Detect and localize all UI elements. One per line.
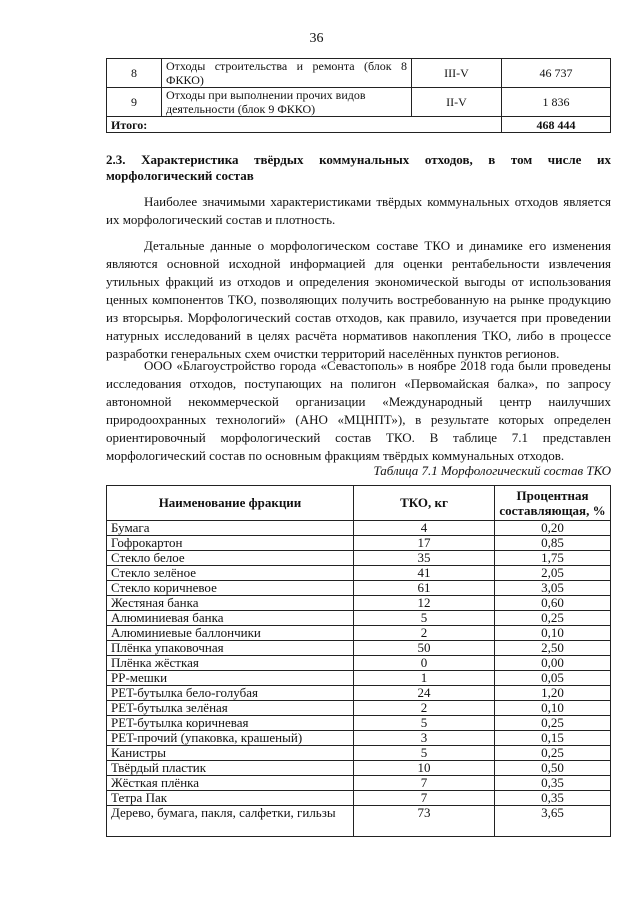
name-line2: деятельности (блок 9 ФККО) xyxy=(166,102,316,116)
text-line: ценных компонентов ТКО, позволяющих получить востребованную на рынке продукцию xyxy=(106,292,611,307)
tko-kg: 24 xyxy=(354,686,495,701)
percent: 0,60 xyxy=(495,596,611,611)
table-row xyxy=(107,611,611,626)
name-line2: ФККО) xyxy=(166,73,204,87)
waste-type-name xyxy=(162,59,412,88)
fraction-name: PET-прочий (упаковка, крашеный) xyxy=(107,731,354,746)
percent: 0,50 xyxy=(495,761,611,776)
heading-word: их xyxy=(597,152,611,167)
heading-word: 2.3. xyxy=(106,152,126,167)
tko-kg: 4 xyxy=(354,521,495,536)
tko-kg: 50 xyxy=(354,641,495,656)
total-row xyxy=(107,117,611,133)
word: 8 xyxy=(401,59,407,73)
heading-word: отходов, xyxy=(424,152,473,167)
fraction-name: Дерево, бумага, пакля, салфетки, гильзы xyxy=(107,806,354,837)
text-line: из вторсырья. Морфологический состав отходов, как правило, изучается при проведении xyxy=(106,310,611,325)
percent: 2,50 xyxy=(495,641,611,656)
percent: 0,00 xyxy=(495,656,611,671)
table-caption: Таблица 7.1 Морфологический состав ТКО xyxy=(373,463,611,478)
table-row xyxy=(107,596,611,611)
tko-kg: 5 xyxy=(354,746,495,761)
text-line: исследования отходов, поступающих на полигон «Первомайская балка», по запросу xyxy=(106,376,611,391)
total-value: 468 444 xyxy=(502,117,611,133)
hazard-class: III-V xyxy=(412,59,502,88)
percent: 0,25 xyxy=(495,716,611,731)
percent: 0,35 xyxy=(495,776,611,791)
heading-word: твёрдых xyxy=(254,152,304,167)
fraction-name: Стекло белое xyxy=(107,551,354,566)
percent: 0,25 xyxy=(495,746,611,761)
table-row xyxy=(107,731,611,746)
fraction-name: Стекло зелёное xyxy=(107,566,354,581)
table-row xyxy=(107,521,611,536)
fraction-name: Стекло коричневое xyxy=(107,581,354,596)
table-row xyxy=(107,716,611,731)
heading-word: том xyxy=(510,152,533,167)
fraction-name: Гофрокартон xyxy=(107,536,354,551)
paragraph-characteristics xyxy=(106,193,611,229)
text-line: ООО «Благоустройство города «Севастополь» в ноябре 2018 года были проведены xyxy=(144,358,611,373)
table-row xyxy=(107,551,611,566)
tko-kg: 12 xyxy=(354,596,495,611)
word: ремонта xyxy=(312,59,355,73)
header-percent-line1: Процентная xyxy=(516,488,589,503)
percent: 3,05 xyxy=(495,581,611,596)
fraction-name: Алюминиевая банка xyxy=(107,611,354,626)
table-row xyxy=(107,641,611,656)
fraction-name: Плёнка жёсткая xyxy=(107,656,354,671)
fraction-name: Жёсткая плёнка xyxy=(107,776,354,791)
waste-type-name xyxy=(162,88,412,117)
table-row xyxy=(107,581,611,596)
heading-word: числе xyxy=(547,152,582,167)
fraction-name: Жестяная банка xyxy=(107,596,354,611)
word: (блок xyxy=(363,59,392,73)
table-row xyxy=(107,776,611,791)
percent: 1,20 xyxy=(495,686,611,701)
fraction-name: Тетра Пак xyxy=(107,791,354,806)
table-row xyxy=(107,59,611,88)
fraction-name: Твёрдый пластик xyxy=(107,761,354,776)
percent: 0,25 xyxy=(495,611,611,626)
text-line: автономной некоммерческой организации «Международный центр наилучших xyxy=(106,394,611,409)
heading-line2: морфологический состав xyxy=(106,168,254,183)
word: и xyxy=(296,59,304,73)
tko-kg: 5 xyxy=(354,716,495,731)
row-number: 8 xyxy=(107,59,162,88)
fraction-name: РР-мешки xyxy=(107,671,354,686)
percent: 0,15 xyxy=(495,731,611,746)
waste-amount: 1 836 xyxy=(502,88,611,117)
text-line: утильных фракций из отходов и определения экономической выгоды от использования xyxy=(106,274,611,289)
morphology-table-body xyxy=(107,521,611,837)
percent: 0,85 xyxy=(495,536,611,551)
tko-kg: 2 xyxy=(354,701,495,716)
paragraph-sevastopol-study xyxy=(106,357,611,465)
tko-kg: 0 xyxy=(354,656,495,671)
table-row xyxy=(107,626,611,641)
table-row xyxy=(107,686,611,701)
percent: 0,10 xyxy=(495,701,611,716)
hazard-class: II-V xyxy=(412,88,502,117)
text-line: их морфологический состав и плотность. xyxy=(106,212,336,227)
page-number: 36 xyxy=(309,31,324,46)
fraction-name: Канистры xyxy=(107,746,354,761)
header-fraction-name: Наименование фракции xyxy=(107,486,354,521)
header-tko-kg: ТКО, кг xyxy=(354,486,495,521)
table-row xyxy=(107,656,611,671)
tko-kg: 7 xyxy=(354,791,495,806)
percent: 3,65 xyxy=(495,806,611,837)
morphology-table xyxy=(106,485,611,837)
percent: 0,05 xyxy=(495,671,611,686)
percent: 0,35 xyxy=(495,791,611,806)
tko-kg: 17 xyxy=(354,536,495,551)
heading-word: коммунальных xyxy=(319,152,410,167)
fraction-name: PET-бутылка зелёная xyxy=(107,701,354,716)
waste-amount: 46 737 xyxy=(502,59,611,88)
text-line: Наиболее значимыми характеристиками твёрдых коммунальных отходов является xyxy=(144,194,611,209)
text-line: ориентировочный морфологический состав ТКО. В таблице 7.1 представлен xyxy=(106,430,611,445)
table-row xyxy=(107,746,611,761)
text-line: природоохранных технологий» (АНО «МЦНПТ»), в результате которых определен xyxy=(106,412,611,427)
text-line: разработки генеральных схем очистки территорий населённых пунктов регионов. xyxy=(106,346,560,361)
tko-kg: 7 xyxy=(354,776,495,791)
table-row xyxy=(107,671,611,686)
table-row xyxy=(107,536,611,551)
heading-word: Характеристика xyxy=(141,152,239,167)
table-header-row xyxy=(107,486,611,521)
waste-summary-table xyxy=(106,58,611,133)
tko-kg: 3 xyxy=(354,731,495,746)
text-line: морфологический состав по основным фракциям твёрдых коммунальных отходов. xyxy=(106,448,565,463)
tko-kg: 61 xyxy=(354,581,495,596)
fraction-name: Бумага xyxy=(107,521,354,536)
row-number: 9 xyxy=(107,88,162,117)
tko-kg: 73 xyxy=(354,806,495,837)
tko-kg: 2 xyxy=(354,626,495,641)
tko-kg: 35 xyxy=(354,551,495,566)
section-heading xyxy=(106,152,611,184)
name-line1: Отходы при выполнении прочих видов xyxy=(166,88,366,102)
percent: 1,75 xyxy=(495,551,611,566)
table-row xyxy=(107,761,611,776)
fraction-name: PET-бутылка бело-голубая xyxy=(107,686,354,701)
fraction-name: Алюминиевые баллончики xyxy=(107,626,354,641)
tko-kg: 5 xyxy=(354,611,495,626)
percent: 0,20 xyxy=(495,521,611,536)
table-row xyxy=(107,791,611,806)
table-row xyxy=(107,88,611,117)
text-line: являются основной исходной информацией для оценки рентабельности извлечения xyxy=(106,256,611,271)
text-line: Детальные данные о морфологическом составе ТКО и динамике его изменения xyxy=(144,238,611,253)
fraction-name: Плёнка упаковочная xyxy=(107,641,354,656)
table-row xyxy=(107,701,611,716)
percent: 0,10 xyxy=(495,626,611,641)
tko-kg: 1 xyxy=(354,671,495,686)
fraction-name: PET-бутылка коричневая xyxy=(107,716,354,731)
tko-kg: 10 xyxy=(354,761,495,776)
word: строительства xyxy=(214,59,288,73)
table-row xyxy=(107,806,611,837)
word: Отходы xyxy=(166,59,206,73)
table-row xyxy=(107,566,611,581)
text-line: натурных исследований в целях расчёта нормативов накопления ТКО, либо в процессе xyxy=(106,328,611,343)
tko-kg: 41 xyxy=(354,566,495,581)
total-label: Итого: xyxy=(107,117,502,133)
header-percent xyxy=(495,486,611,521)
header-percent-line2: составляющая, % xyxy=(499,503,606,518)
percent: 2,05 xyxy=(495,566,611,581)
heading-word: в xyxy=(488,152,496,167)
paragraph-morphology-data xyxy=(106,237,611,363)
